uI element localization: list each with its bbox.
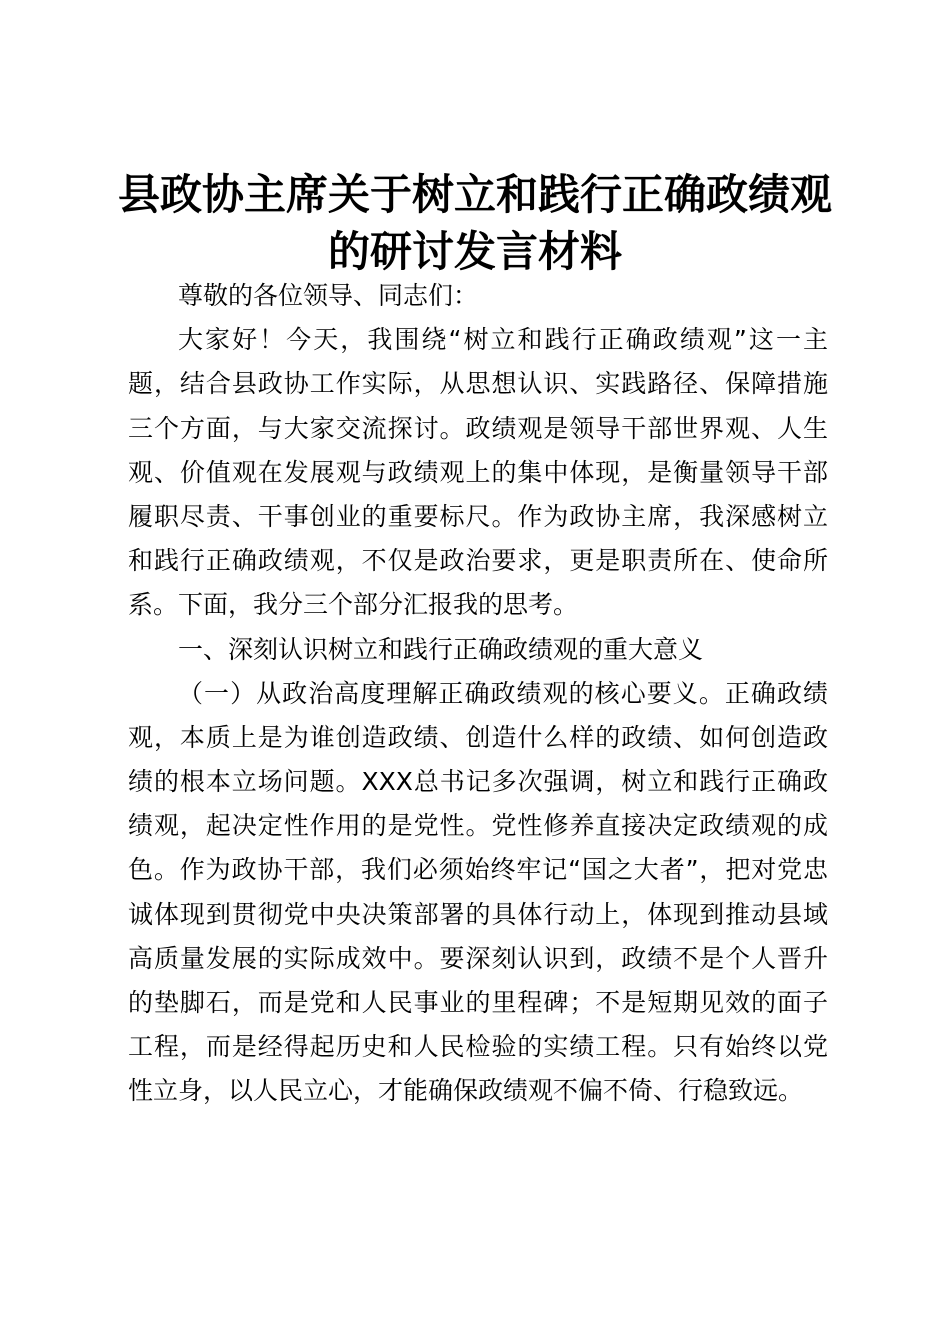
greeting-line: 尊敬的各位领导、同志们： [178, 281, 479, 310]
paragraph-line: 大家好！今天，我围绕“树立和践行正确政绩观”这一主 [178, 325, 828, 355]
paragraph-line: 系。下面，我分三个部分汇报我的思考。 [128, 590, 579, 620]
paragraph-line: 性立身，以人民立心，才能确保政绩观不偏不倚、行稳致远。 [128, 1076, 804, 1106]
paragraph-line: 三个方面，与大家交流探讨。政绩观是领导干部世界观、人生 [128, 413, 828, 443]
paragraph-line: 观、价值观在发展观与政绩观上的集中体现，是衡量领导干部 [128, 457, 828, 487]
paragraph-line: 色。作为政协干部，我们必须始终牢记“国之大者”，把对党忠 [128, 855, 828, 885]
paragraph-line: 绩的根本立场问题。XXX总书记多次强调，树立和践行正确政 [128, 767, 828, 797]
paragraph-line: （一）从政治高度理解正确政绩观的核心要义。正确政绩 [178, 678, 828, 708]
paragraph-line: 绩观，起决定性作用的是党性。党性修养直接决定政绩观的成 [128, 811, 828, 841]
paragraph-line: 和践行正确政绩观，不仅是政治要求，更是职责所在、使命所 [128, 546, 828, 576]
paragraph-line: 高质量发展的实际成效中。要深刻认识到，政绩不是个人晋升 [128, 943, 828, 973]
document-title [100, 166, 850, 280]
paragraph-line: 工程，而是经得起历史和人民检验的实绩工程。只有始终以党 [128, 1032, 828, 1062]
title-line-1: 县政协主席关于树立和践行正确政绩观 [117, 170, 832, 219]
paragraph-line: 观，本质上是为谁创造政绩、创造什么样的政绩、如何创造政 [128, 722, 828, 752]
paragraph-line: 诚体现到贯彻党中央决策部署的具体行动上，体现到推动县域 [128, 899, 828, 929]
paragraph-line: 的垫脚石，而是党和人民事业的里程碑；不是短期见效的面子 [128, 988, 828, 1017]
document-body [128, 274, 828, 1114]
title-line-2: 的研讨发言材料 [327, 227, 622, 276]
paragraph-line: 履职尽责、干事创业的重要标尺。作为政协主席，我深感树立 [128, 501, 828, 531]
paragraph-line: 题，结合县政协工作实际，从思想认识、实践路径、保障措施 [128, 369, 828, 399]
section-heading: 一、深刻认识树立和践行正确政绩观的重大意义 [178, 634, 704, 664]
